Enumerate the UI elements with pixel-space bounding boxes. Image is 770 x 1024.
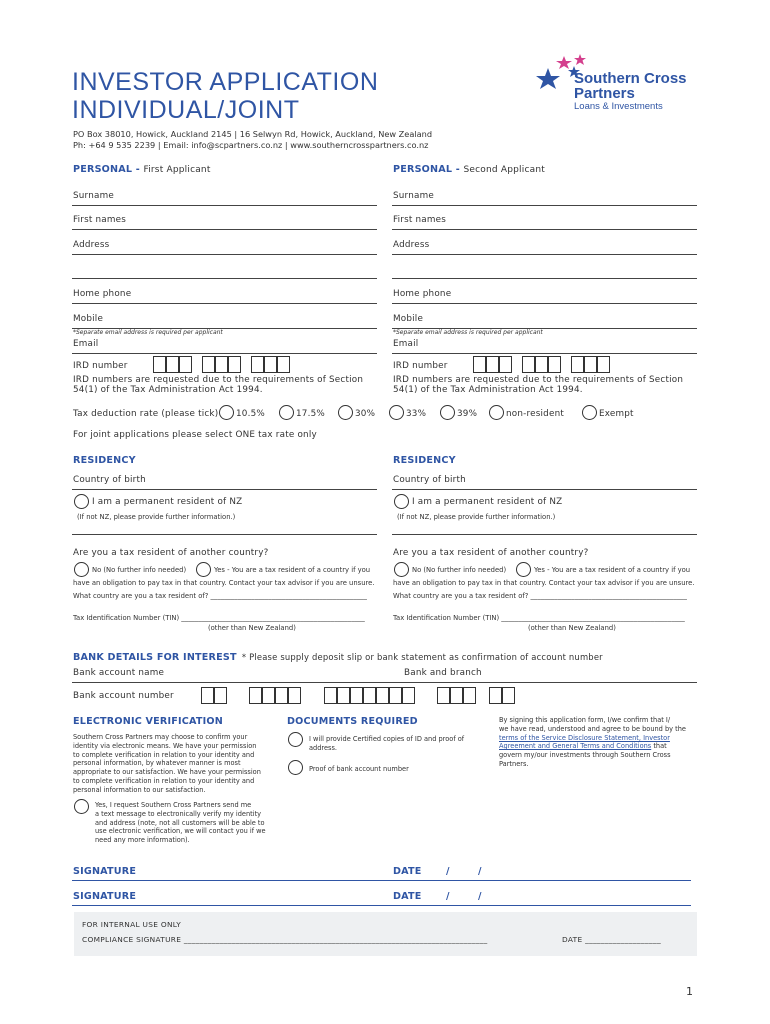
compliance-date-field[interactable]: DATE ___________________ <box>562 935 661 944</box>
personal-second-heading <box>393 164 545 175</box>
ev-para-line: Southern Cross Partners may choose to confirm your <box>73 733 248 741</box>
tax-rate-option-30: 30% <box>355 409 376 419</box>
second-applicant-label: Second Applicant <box>463 165 545 175</box>
ird-digit-box[interactable] <box>522 356 535 373</box>
bank-digit-box[interactable] <box>463 687 476 704</box>
signature-label-2: SIGNATURE <box>73 891 137 902</box>
bank-digit-box[interactable] <box>402 687 415 704</box>
surname-label-2: Surname <box>393 191 434 201</box>
email-note: *Separate email address is required per applicant <box>73 329 223 336</box>
date-slash: / <box>478 866 482 877</box>
consent-line: use electronic verification, we will contact you if we <box>95 827 266 836</box>
ird-number-label: IRD number <box>73 361 128 371</box>
ird-digit-box[interactable] <box>202 356 215 373</box>
surname-field[interactable] <box>72 205 377 206</box>
address-field-2a[interactable] <box>392 254 697 255</box>
agreement-line: By signing this application form, I/we confirm that I/ <box>499 716 671 724</box>
bank-digit-box[interactable] <box>389 687 402 704</box>
ird-note-line2-2: 54(1) of the Tax Administration Act 1994. <box>393 385 583 395</box>
ird-digit-box[interactable] <box>179 356 192 373</box>
ev-para-line: appropriate to our satisfaction. We have your permission <box>73 768 261 777</box>
bank-digit-box[interactable] <box>288 687 301 704</box>
tax-resident-question-2: Are you a tax resident of another country? <box>393 548 589 558</box>
bank-digit-box[interactable] <box>249 687 262 704</box>
consent-line: need any more information). <box>95 836 190 845</box>
address-field-2[interactable] <box>72 278 377 279</box>
home-phone-label: Home phone <box>73 289 132 299</box>
documents-required-heading: DOCUMENTS REQUIRED <box>287 716 418 727</box>
date-label-2: DATE <box>393 891 422 902</box>
first-names-label-2: First names <box>393 215 447 225</box>
ird-digit-box[interactable] <box>571 356 584 373</box>
bank-digit-box[interactable] <box>363 687 376 704</box>
date-label-1: DATE <box>393 866 422 877</box>
ird-note-line2: 54(1) of the Tax Administration Act 1994. <box>73 385 263 395</box>
bank-digit-box[interactable] <box>376 687 389 704</box>
tax-rate-option-non-resident: non-resident <box>506 409 564 419</box>
signature-line-1[interactable] <box>72 880 691 881</box>
terms-link[interactable]: terms of the Service Disclosure Statement, Investor <box>499 733 670 742</box>
other-than-nz-note-2: (other than New Zealand) <box>528 624 616 632</box>
address-field-1[interactable] <box>72 254 377 255</box>
tax-resident-question: Are you a tax resident of another country? <box>73 548 269 558</box>
bank-heading: BANK DETAILS FOR INTEREST <box>73 652 237 663</box>
bank-account-number-label: Bank account number <box>73 691 174 701</box>
first-names-field-2[interactable] <box>392 229 697 230</box>
country-of-birth-field[interactable] <box>72 489 377 490</box>
logo-text-line2: Partners <box>574 85 635 102</box>
logo-text-line3: Loans & Investments <box>574 101 663 112</box>
consent-line: Yes, I request Southern Cross Partners send me <box>95 801 252 809</box>
permanent-resident-label-2: I am a permanent resident of NZ <box>412 497 563 507</box>
personal-heading-label: PERSONAL - <box>393 164 460 175</box>
not-nz-note-2: (If not NZ, please provide further information.) <box>397 513 556 521</box>
joint-tax-note: For joint applications please select ONE tax rate only <box>73 430 317 440</box>
tax-rate-radio-non-resident[interactable] <box>489 405 504 420</box>
certified-line: I will provide Certified copies of ID and proof of <box>309 735 465 743</box>
surname-label: Surname <box>73 191 114 201</box>
not-nz-note: (If not NZ, please provide further information.) <box>77 513 236 521</box>
agreement-line: govern my/our investments through Southern Cross <box>499 751 671 760</box>
bank-digit-box[interactable] <box>275 687 288 704</box>
ird-note-line1: IRD numbers are requested due to the requirements of Section <box>73 375 364 385</box>
form-title-line2: INDIVIDUAL/JOINT <box>72 96 300 124</box>
home-phone-label-2: Home phone <box>393 289 452 299</box>
form-title-line1: INVESTOR APPLICATION <box>72 68 379 96</box>
ird-digit-box[interactable] <box>215 356 228 373</box>
internal-use-heading: FOR INTERNAL USE ONLY <box>82 920 182 929</box>
company-logo <box>534 50 724 114</box>
compliance-signature-field[interactable]: COMPLIANCE SIGNATURE ____________________________________________________________________________ <box>82 935 488 944</box>
bank-digit-box[interactable] <box>262 687 275 704</box>
tax-rate-radio-39[interactable] <box>440 405 455 420</box>
first-names-field[interactable] <box>72 229 377 230</box>
bank-digit-box[interactable] <box>337 687 350 704</box>
personal-heading-label: PERSONAL - <box>73 164 140 175</box>
bank-digit-box[interactable] <box>350 687 363 704</box>
bank-digit-box[interactable] <box>201 687 214 704</box>
ird-number-label-2: IRD number <box>393 361 448 371</box>
ird-note-line1-2: IRD numbers are requested due to the requirements of Section <box>393 375 684 385</box>
home-phone-field-2[interactable] <box>392 303 697 304</box>
electronic-consent-radio[interactable] <box>74 799 89 814</box>
first-applicant-label: First Applicant <box>143 165 211 175</box>
certified-line: address. <box>309 743 338 752</box>
electronic-verification-paragraph <box>73 733 278 795</box>
bank-heading-row <box>73 645 603 664</box>
tax-resident-yes-label-2: Yes - You are a tax resident of a country if you <box>534 566 691 574</box>
ev-para-line: to complete verification in relation to your identity and <box>73 776 255 785</box>
tax-resident-yes-label: Yes - You are a tax resident of a country if you <box>214 566 371 574</box>
tax-resident-no-label: No (No further info needed) <box>92 566 187 574</box>
ird-digit-box[interactable] <box>584 356 597 373</box>
bank-digit-box[interactable] <box>502 687 515 704</box>
tax-resident-no-radio-2[interactable] <box>394 562 409 577</box>
date-slash: / <box>446 866 450 877</box>
email-field[interactable] <box>72 353 377 354</box>
ird-digit-box[interactable] <box>264 356 277 373</box>
tax-rate-option-39: 39% <box>457 409 478 419</box>
email-label: Email <box>73 339 99 349</box>
proof-bank-text: Proof of bank account number <box>309 765 409 773</box>
ev-para-line: personal information, by whatever manner is most <box>73 759 241 768</box>
country-of-birth-label-2: Country of birth <box>393 475 466 485</box>
address-label: Address <box>73 240 110 250</box>
tax-rate-label: Tax deduction rate (please tick) <box>73 409 219 419</box>
bank-note: * Please supply deposit slip or bank statement as confirmation of account number <box>241 652 603 662</box>
tax-rate-option-17-5: 17.5% <box>296 409 325 419</box>
address-label-2: Address <box>393 240 430 250</box>
bank-account-name-label: Bank account name <box>73 668 165 678</box>
residency-heading-2: RESIDENCY <box>393 455 456 466</box>
email-field-2[interactable] <box>392 353 697 354</box>
address-line1: PO Box 38010, Howick, Auckland 2145 | 16 Selwyn Rd, Howick, Auckland, New Zealand <box>73 129 433 139</box>
certified-id-radio[interactable] <box>288 732 303 747</box>
ird-digit-box[interactable] <box>548 356 561 373</box>
proof-bank-radio[interactable] <box>288 760 303 775</box>
tin-field[interactable]: Tax Identification Number (TIN) ______________________________________________________ <box>73 614 365 622</box>
ird-digit-box[interactable] <box>153 356 166 373</box>
what-country-field-2[interactable]: What country are you a tax resident of? ______________________________________________ <box>393 592 687 600</box>
logo-text-line1: Southern Cross <box>574 70 687 87</box>
permanent-resident-radio[interactable] <box>74 494 89 509</box>
tax-resident-yes-radio[interactable] <box>196 562 211 577</box>
tax-obligation-note: have an obligation to pay tax in that country. Contact your tax advisor if you are unsure. <box>73 579 375 587</box>
ird-digit-box[interactable] <box>251 356 264 373</box>
ird-digit-box[interactable] <box>499 356 512 373</box>
ird-digit-box[interactable] <box>473 356 486 373</box>
consent-line: and address (note, not all customers will be able to <box>95 818 265 827</box>
mobile-label-2: Mobile <box>393 314 424 324</box>
address-field-2b[interactable] <box>392 278 697 279</box>
date-slash: / <box>446 891 450 902</box>
internal-use-panel <box>74 912 697 956</box>
ird-digit-box[interactable] <box>597 356 610 373</box>
bank-digit-box[interactable] <box>489 687 502 704</box>
signature-line-2[interactable] <box>72 905 691 906</box>
electronic-consent-text <box>95 801 280 845</box>
tax-resident-no-label-2: No (No further info needed) <box>412 566 507 574</box>
bank-branch-label: Bank and branch <box>404 668 482 678</box>
ird-digit-box[interactable] <box>166 356 179 373</box>
tax-resident-no-radio[interactable] <box>74 562 89 577</box>
ird-digit-box[interactable] <box>535 356 548 373</box>
personal-first-heading <box>73 164 211 175</box>
electronic-verification-heading: ELECTRONIC VERIFICATION <box>73 716 224 727</box>
bank-digit-box[interactable] <box>214 687 227 704</box>
agreement-text <box>499 716 699 769</box>
ev-para-line: to complete verification in relation to your identity and <box>73 750 255 759</box>
permanent-resident-label: I am a permanent resident of NZ <box>92 497 243 507</box>
tin-field-2[interactable]: Tax Identification Number (TIN) ______________________________________________________ <box>393 614 685 622</box>
agreement-line: we have read, understood and agree to be bound by the <box>499 724 686 733</box>
signature-label-1: SIGNATURE <box>73 866 137 877</box>
terms-link-continued[interactable]: Agreement and General Terms and Conditions <box>499 742 652 751</box>
first-names-label: First names <box>73 215 127 225</box>
page-number: 1 <box>686 985 694 998</box>
surname-field-2[interactable] <box>392 205 697 206</box>
permanent-resident-radio-2[interactable] <box>394 494 409 509</box>
email-note-2: *Separate email address is required per applicant <box>393 329 543 336</box>
tax-rate-option-exempt: Exempt <box>599 409 634 419</box>
ird-digit-box[interactable] <box>486 356 499 373</box>
bank-digit-box[interactable] <box>324 687 337 704</box>
email-label-2: Email <box>393 339 419 349</box>
bank-account-name-field[interactable] <box>72 682 697 683</box>
certified-id-text <box>309 735 479 753</box>
ird-digit-box[interactable] <box>277 356 290 373</box>
other-than-nz-note: (other than New Zealand) <box>208 624 296 632</box>
bank-digit-box[interactable] <box>450 687 463 704</box>
date-slash: / <box>478 891 482 902</box>
country-of-birth-label: Country of birth <box>73 475 146 485</box>
tax-resident-yes-radio-2[interactable] <box>516 562 531 577</box>
residency-info-field[interactable] <box>72 534 377 535</box>
tax-rate-radio-exempt[interactable] <box>582 405 597 420</box>
tax-rate-option-10-5: 10.5% <box>236 409 265 419</box>
tax-rate-option-33: 33% <box>406 409 427 419</box>
residency-heading: RESIDENCY <box>73 455 136 466</box>
ev-para-line: personal information to our satisfaction. <box>73 785 206 794</box>
address-line2: Ph: +64 9 535 2239 | Email: info@scpartners.co.nz | www.southerncrosspartners.co.nz <box>73 140 429 150</box>
home-phone-field[interactable] <box>72 303 377 304</box>
country-of-birth-field-2[interactable] <box>392 489 697 490</box>
mobile-label: Mobile <box>73 314 104 324</box>
ird-digit-box[interactable] <box>228 356 241 373</box>
agreement-tail: that <box>651 742 667 751</box>
tax-obligation-note-2: have an obligation to pay tax in that country. Contact your tax advisor if you are unsure. <box>393 579 695 587</box>
residency-info-field-2[interactable] <box>392 534 697 535</box>
what-country-field[interactable]: What country are you a tax resident of? ______________________________________________ <box>73 592 367 600</box>
tax-rate-radio-30[interactable] <box>338 405 353 420</box>
agreement-line: Partners. <box>499 759 529 768</box>
consent-line: a text message to electronically verify my identity <box>95 809 262 818</box>
ev-para-line: identity via electronic means. We have your permission <box>73 741 257 750</box>
tax-rate-radio-33[interactable] <box>389 405 404 420</box>
tax-rate-radio-17-5[interactable] <box>279 405 294 420</box>
bank-digit-box[interactable] <box>437 687 450 704</box>
tax-rate-radio-10-5[interactable] <box>219 405 234 420</box>
